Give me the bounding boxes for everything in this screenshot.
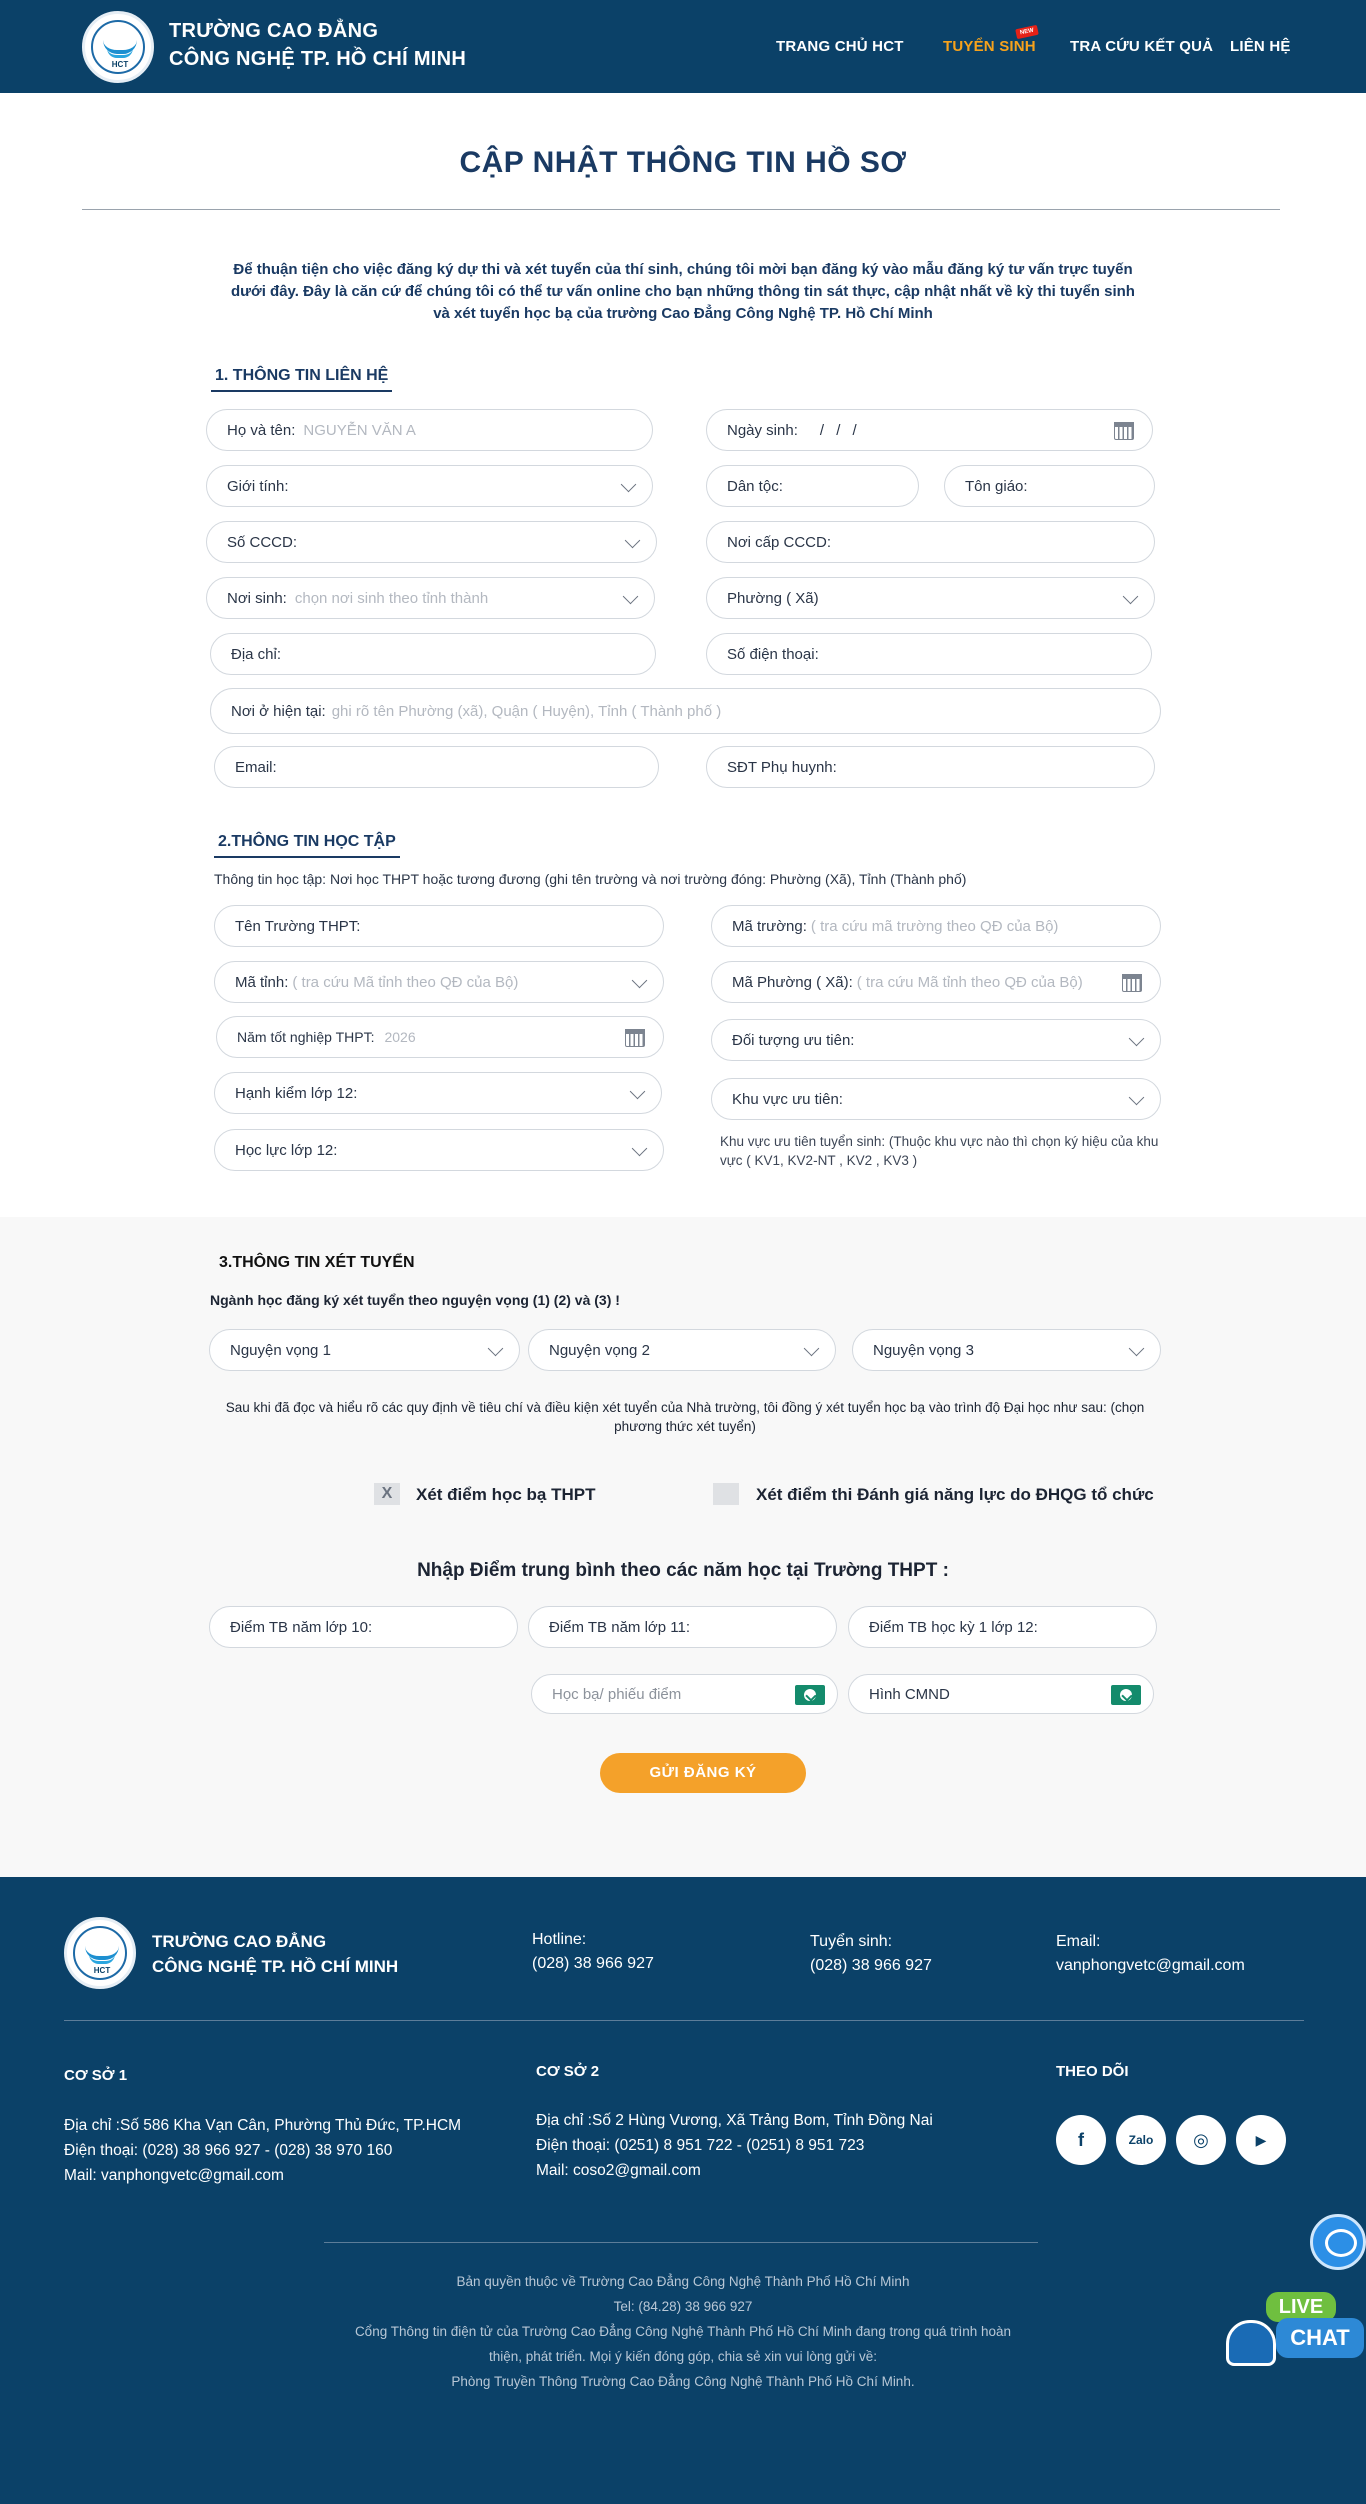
address-label: Địa chỉ: bbox=[231, 645, 282, 663]
conduct-label: Hạnh kiểm lớp 12: bbox=[235, 1084, 358, 1102]
preference-2-label: Nguyện vọng 2 bbox=[549, 1341, 650, 1359]
chevron-down-icon bbox=[625, 533, 641, 549]
footer-logo[interactable] bbox=[64, 1917, 136, 1989]
id-number-label: Số CCCD: bbox=[227, 533, 298, 551]
academic-performance-label: Học lực lớp 12: bbox=[235, 1141, 338, 1159]
chevron-down-icon bbox=[621, 477, 637, 493]
brand-name[interactable] bbox=[169, 17, 466, 73]
school-name-label: Tên Trường THPT: bbox=[235, 917, 361, 935]
grade-12-score-input[interactable] bbox=[848, 1606, 1157, 1648]
current-address-label: Nơi ở hiện tại: bbox=[231, 702, 326, 720]
footer-admissions-phone bbox=[810, 1930, 932, 1978]
id-number-select[interactable] bbox=[206, 521, 657, 563]
phone-label: Số điện thoại: bbox=[727, 645, 819, 663]
birthplace-placeholder: chọn nơi sinh theo tỉnh thành bbox=[294, 589, 489, 607]
parent-phone-label: SĐT Phụ huynh: bbox=[727, 758, 837, 776]
footer-email bbox=[1056, 1930, 1245, 1978]
religion-input[interactable] bbox=[944, 465, 1155, 507]
chevron-down-icon bbox=[488, 1341, 504, 1357]
current-address-input[interactable] bbox=[210, 688, 1161, 734]
footer-divider bbox=[64, 2020, 1304, 2021]
youtube-icon[interactable]: ▶ bbox=[1236, 2115, 1286, 2165]
chevron-down-icon bbox=[1123, 589, 1139, 605]
campus-1-phone: Điện thoại: (028) 38 966 927 - (028) 38 970 160 bbox=[64, 2142, 393, 2159]
instagram-icon[interactable]: ◎ bbox=[1176, 2115, 1226, 2165]
calendar-icon[interactable] bbox=[1122, 974, 1142, 992]
grade-11-label: Điểm TB năm lớp 11: bbox=[549, 1618, 690, 1636]
admissions-phone-label: Tuyển sinh: bbox=[810, 1933, 893, 1950]
brand-line-2: CÔNG NGHỆ TP. HỒ CHÍ MINH bbox=[169, 48, 467, 70]
copyright-line-5: Phòng Truyền Thông Trường Cao Đẳng Công Nghệ Thành Phố Hồ Chí Minh. bbox=[451, 2374, 915, 2389]
footer-email-value[interactable]: vanphongvetc@gmail.com bbox=[1056, 1957, 1245, 1974]
full-name-placeholder: NGUYỄN VĂN A bbox=[303, 421, 416, 439]
new-badge: NEW bbox=[1015, 25, 1039, 39]
priority-group-select[interactable] bbox=[711, 1019, 1161, 1061]
title-divider bbox=[82, 209, 1280, 210]
zalo-icon[interactable]: Zalo bbox=[1116, 2115, 1166, 2165]
copyright-line-4: thiện, phát triển. Mọi ý kiến đóng góp, chia sẻ xin vui lòng gửi về: bbox=[488, 2349, 877, 2364]
method-competency-checkbox[interactable] bbox=[713, 1483, 739, 1505]
ethnicity-label: Dân tộc: bbox=[727, 477, 783, 495]
school-code-label: Mã trường: bbox=[732, 917, 807, 935]
school-logo[interactable] bbox=[82, 11, 154, 83]
campus-2-title: CƠ SỞ 2 bbox=[536, 2063, 600, 2080]
agreement-text: Sau khi đã đọc và hiểu rõ các quy định về tiêu chí và điều kiện xét tuyển của Nhà trường, tôi đồng ý xét tuyển học bạ vào trình độ Đại học như sau: (chọn phương thức xét tuyển) bbox=[225, 1400, 1145, 1434]
grade-10-score-input[interactable] bbox=[209, 1606, 518, 1648]
birthplace-select[interactable] bbox=[206, 577, 655, 619]
full-name-input[interactable] bbox=[206, 409, 653, 451]
copyright-line-3: Cổng Thông tin điện tử của Trường Cao Đẳng Công Nghệ Thành Phố Hồ Chí Minh đang trong quá trình hoàn bbox=[354, 2324, 1012, 2339]
method-transcript-checkbox[interactable]: X bbox=[374, 1483, 400, 1505]
school-code-placeholder: ( tra cứu mã trường theo QĐ của Bộ) bbox=[810, 917, 1059, 935]
chevron-down-icon bbox=[1129, 1031, 1145, 1047]
campus-2-mail[interactable]: Mail: coso2@gmail.com bbox=[536, 2162, 701, 2179]
graduation-year-input[interactable] bbox=[216, 1016, 664, 1058]
address-input[interactable] bbox=[210, 633, 656, 675]
calendar-icon[interactable] bbox=[1114, 422, 1134, 440]
copyright-block bbox=[300, 2269, 1066, 2394]
chevron-down-icon bbox=[632, 1141, 648, 1157]
current-address-placeholder: ghi rõ tên Phường (xã), Quận ( Huyện), Tỉnh ( Thành phố ) bbox=[331, 702, 722, 720]
ward-code-label: Mã Phường ( Xã): bbox=[732, 973, 853, 991]
birth-date-label: Ngày sinh: bbox=[727, 421, 798, 439]
nav-home[interactable]: TRANG CHỦ HCT bbox=[776, 38, 904, 55]
intro-text: Để thuận tiện cho việc đăng ký dự thi và xét tuyển của thí sinh, chúng tôi mời bạn đăng ký vào mẫu đăng ký tư vấn trực tuyến dưới đây. Đây là căn cứ để chúng tôi có thể tư vấn online cho bạn những thông tin sát thực, cập nhật nhất về kỳ thi tuyển sinh và xét tuyển học bạ của trường Cao Đẳng Công Nghệ TP. Hồ Chí Minh bbox=[231, 261, 1135, 322]
live-chat-line-2: CHAT bbox=[1276, 2318, 1364, 2358]
priority-area-label: Khu vực ưu tiên: bbox=[732, 1090, 843, 1108]
chevron-down-icon bbox=[1129, 1090, 1145, 1106]
copyright-line-2: Tel: (84.28) 38 966 927 bbox=[613, 2299, 753, 2314]
birth-date-value: / / / bbox=[819, 421, 861, 439]
footer-logo-text: HCT bbox=[93, 1966, 111, 1975]
chat-people-icon bbox=[1226, 2320, 1276, 2366]
page-title: CẬP NHẬT THÔNG TIN HỒ SƠ bbox=[459, 146, 907, 179]
hotline-label: Hotline: bbox=[532, 1931, 587, 1948]
section-contact-title: 1. THÔNG TIN LIÊN HỆ bbox=[211, 367, 392, 392]
id-photo-upload[interactable] bbox=[848, 1674, 1154, 1714]
section-admission-title: 3.THÔNG TIN XÉT TUYỂN bbox=[219, 1254, 415, 1271]
province-code-placeholder: ( tra cứu Mã tỉnh theo QĐ của Bộ) bbox=[292, 973, 519, 991]
full-name-label: Họ và tên: bbox=[227, 421, 296, 439]
conduct-select[interactable] bbox=[214, 1072, 662, 1114]
province-code-label: Mã tỉnh: bbox=[235, 973, 289, 991]
ethnicity-input[interactable] bbox=[706, 465, 919, 507]
footer-brand bbox=[152, 1929, 398, 1979]
email-label: Email: bbox=[235, 758, 277, 776]
nav-admission[interactable]: TUYỂN SINH bbox=[943, 38, 1036, 55]
ward-code-placeholder: ( tra cứu Mã tỉnh theo QĐ của Bộ) bbox=[856, 973, 1083, 991]
logo-text: HCT bbox=[111, 60, 129, 69]
campus-2-address: Địa chỉ :Số 2 Hùng Vương, Xã Trảng Bom, Tỉnh Đồng Nai bbox=[536, 2112, 933, 2129]
birth-date-input[interactable] bbox=[706, 409, 1153, 451]
graduation-year-label: Năm tốt nghiệp THPT: bbox=[237, 1029, 375, 1045]
email-input[interactable] bbox=[214, 746, 659, 788]
campus-2-info bbox=[536, 2108, 933, 2183]
campus-1-title: CƠ SỞ 1 bbox=[64, 2067, 128, 2084]
study-description: Thông tin học tập: Nơi học THPT hoặc tương đương (ghi tên trường và nơi trường đóng: Phường (Xã), Tỉnh (Thành phố) bbox=[214, 871, 967, 887]
nav-contact[interactable]: LIÊN HỆ bbox=[1230, 38, 1291, 55]
religion-label: Tôn giáo: bbox=[965, 477, 1028, 495]
phone-input[interactable] bbox=[706, 633, 1152, 675]
preference-2-select[interactable] bbox=[528, 1329, 836, 1371]
calendar-icon[interactable] bbox=[625, 1029, 645, 1047]
id-issue-place-label: Nơi cấp CCCD: bbox=[727, 533, 832, 551]
hotline-value[interactable]: (028) 38 966 927 bbox=[532, 1955, 654, 1972]
upload-icon[interactable] bbox=[795, 1685, 825, 1705]
school-code-input[interactable] bbox=[711, 905, 1161, 947]
chevron-down-icon bbox=[632, 973, 648, 989]
nav-lookup-results[interactable]: TRA CỨU KẾT QUẢ bbox=[1070, 38, 1214, 55]
submit-registration-button[interactable]: GỬI ĐĂNG KÝ bbox=[600, 1753, 806, 1793]
ward-select[interactable] bbox=[706, 577, 1155, 619]
campus-1-mail[interactable]: Mail: vanphongvetc@gmail.com bbox=[64, 2167, 284, 2184]
upload-icon[interactable] bbox=[1111, 1685, 1141, 1705]
method-transcript-label[interactable]: Xét điểm học bạ THPT bbox=[416, 1485, 596, 1504]
gender-select[interactable] bbox=[206, 465, 653, 507]
gender-label: Giới tính: bbox=[227, 477, 289, 495]
graduation-year-placeholder: 2026 bbox=[384, 1029, 416, 1045]
preference-1-select[interactable] bbox=[209, 1329, 520, 1371]
preference-3-label: Nguyện vọng 3 bbox=[873, 1341, 974, 1359]
campus-1-address: Địa chỉ :Số 586 Kha Vạn Cân, Phường Thủ Đức, TP.HCM bbox=[64, 2117, 462, 2134]
score-heading: Nhập Điểm trung bình theo các năm học tại Trường THPT : bbox=[417, 1560, 949, 1581]
footer-brand-line-2: CÔNG NGHỆ TP. HỒ CHÍ MINH bbox=[152, 1957, 399, 1976]
transcript-upload[interactable] bbox=[531, 1674, 838, 1714]
copyright-divider bbox=[324, 2242, 1038, 2243]
campus-2-phone: Điện thoại: (0251) 8 951 722 - (0251) 8 951 723 bbox=[536, 2137, 865, 2154]
id-photo-upload-label: Hình CMND bbox=[869, 1685, 950, 1703]
birthplace-label: Nơi sinh: bbox=[227, 589, 287, 607]
ward-label: Phường ( Xã) bbox=[727, 589, 819, 607]
footer-email-label: Email: bbox=[1056, 1933, 1101, 1950]
province-code-select[interactable] bbox=[214, 961, 664, 1003]
section-study-title: 2.THÔNG TIN HỌC TẬP bbox=[214, 833, 400, 858]
copyright-line-1: Bản quyền thuộc về Trường Cao Đẳng Công Nghệ Thành Phố Hồ Chí Minh bbox=[456, 2274, 910, 2289]
ward-code-input[interactable] bbox=[711, 961, 1161, 1003]
priority-area-note: Khu vực ưu tiên tuyển sinh: (Thuộc khu vực nào thì chọn ký hiệu của khu vực ( KV1, KV2-NT , KV2 , KV3 ) bbox=[720, 1134, 1159, 1168]
grade-12-label: Điểm TB học kỳ 1 lớp 12: bbox=[869, 1618, 1038, 1636]
priority-area-select[interactable] bbox=[711, 1078, 1161, 1120]
parent-phone-input[interactable] bbox=[706, 746, 1155, 788]
preference-1-label: Nguyện vọng 1 bbox=[230, 1341, 331, 1359]
campus-1-info bbox=[64, 2113, 461, 2188]
facebook-icon[interactable]: f bbox=[1056, 2115, 1106, 2165]
messenger-icon[interactable] bbox=[1310, 2214, 1366, 2270]
transcript-upload-label: Học bạ/ phiếu điểm bbox=[552, 1685, 682, 1703]
site-header bbox=[0, 0, 1366, 93]
follow-title: THEO DÕI bbox=[1056, 2063, 1129, 2080]
method-competency-label[interactable]: Xét điểm thi Đánh giá năng lực do ĐHQG tổ chức bbox=[756, 1485, 1154, 1504]
academic-performance-select[interactable] bbox=[214, 1129, 664, 1171]
live-chat-widget[interactable] bbox=[1226, 2292, 1366, 2366]
footer-hotline bbox=[532, 1928, 654, 1976]
id-issue-place-input[interactable] bbox=[706, 521, 1155, 563]
grade-11-score-input[interactable] bbox=[528, 1606, 837, 1648]
chevron-down-icon bbox=[804, 1341, 820, 1357]
school-name-input[interactable] bbox=[214, 905, 664, 947]
admissions-phone-value[interactable]: (028) 38 966 927 bbox=[810, 1957, 932, 1974]
brand-line-1: TRƯỜNG CAO ĐẲNG bbox=[169, 20, 379, 42]
grade-10-label: Điểm TB năm lớp 10: bbox=[230, 1618, 373, 1636]
preference-3-select[interactable] bbox=[852, 1329, 1161, 1371]
live-chat-line-1: LIVE bbox=[1266, 2292, 1336, 2322]
priority-group-label: Đối tượng ưu tiên: bbox=[732, 1031, 855, 1049]
chevron-down-icon bbox=[1129, 1341, 1145, 1357]
chevron-down-icon bbox=[630, 1084, 646, 1100]
footer-brand-line-1: TRƯỜNG CAO ĐẲNG bbox=[152, 1932, 327, 1951]
major-preference-label: Ngành học đăng ký xét tuyển theo nguyện vọng (1) (2) và (3) ! bbox=[210, 1292, 620, 1308]
site-footer bbox=[0, 1877, 1366, 2504]
chevron-down-icon bbox=[623, 589, 639, 605]
